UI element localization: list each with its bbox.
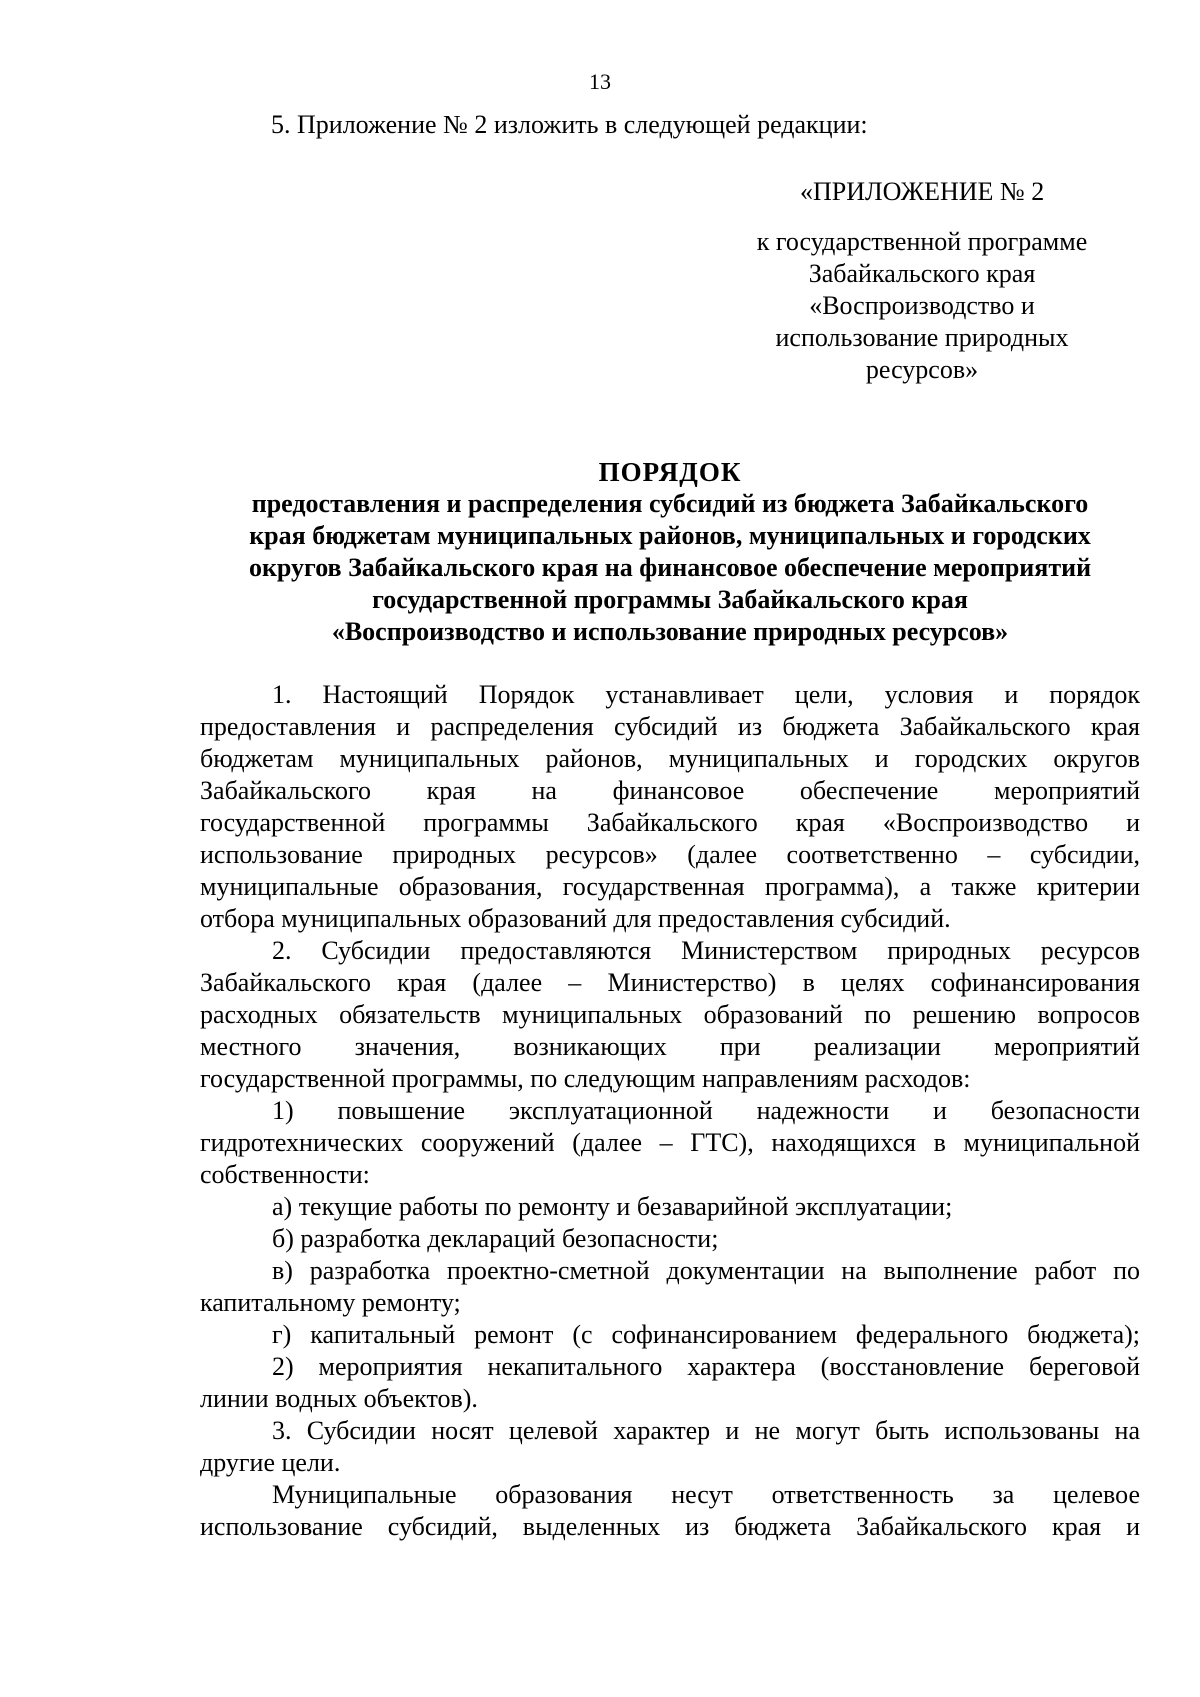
body-line: другие цели.: [200, 1448, 341, 1477]
heading-line: округов Забайкальского края на финансовое обеспечение мероприятий: [248, 553, 1092, 582]
page-number: 13: [589, 69, 611, 94]
heading-line: «Воспроизводство и использование природных ресурсов»: [331, 617, 1009, 646]
body-line: 1. Настоящий Порядок устанавливает цели, условия и порядок: [272, 680, 1140, 709]
heading-line: государственной программы Забайкальского края: [372, 585, 968, 614]
heading-title: ПОРЯДОК: [598, 457, 742, 487]
body-line: отбора муниципальных образований для предоставления субсидий.: [200, 904, 951, 933]
body-line: гидротехнических сооружений (далее – ГТС), находящихся в муниципальной: [200, 1128, 1140, 1157]
appendix-header: [742, 176, 1132, 386]
appendix-subtitle: [742, 226, 1102, 386]
body-line: предоставления и распределения субсидий из бюджета Забайкальского края: [200, 712, 1140, 741]
body-line: местного значения, возникающих при реализации мероприятий: [200, 1032, 1140, 1061]
body-line: государственной программы, по следующим направлениям расходов:: [200, 1064, 971, 1093]
heading-line: края бюджетам муниципальных районов, муниципальных и городских: [249, 521, 1091, 550]
body-line: расходных обязательств муниципальных образований по решению вопросов: [200, 1000, 1140, 1029]
appendix-line: ресурсов»: [865, 355, 979, 384]
body-line: б) разработка деклараций безопасности;: [272, 1224, 719, 1253]
body-line: а) текущие работы по ремонту и безаварийной эксплуатации;: [272, 1192, 953, 1221]
body-line: собственности:: [200, 1160, 370, 1189]
appendix-line: Забайкальского края: [808, 259, 1036, 288]
body-line: муниципальные образования, государственная программа), а также критерии: [200, 872, 1140, 901]
appendix-title: «ПРИЛОЖЕНИЕ № 2: [800, 177, 1045, 206]
appendix-line: «Воспроизводство и: [809, 291, 1035, 320]
body-line: г) капитальный ремонт (с софинансированием федерального бюджета);: [272, 1320, 1140, 1349]
body-line: использование субсидий, выделенных из бюджета Забайкальского края и: [200, 1512, 1140, 1541]
appendix-line: к государственной программе: [756, 227, 1088, 256]
body-line: 2. Субсидии предоставляются Министерством природных ресурсов: [272, 936, 1140, 965]
body-line: в) разработка проектно-сметной документации на выполнение работ по: [272, 1256, 1140, 1285]
body-line: 2) мероприятия некапитального характера (восстановление береговой: [272, 1352, 1140, 1381]
body-line: Муниципальные образования несут ответственность за целевое: [272, 1480, 1140, 1509]
body-line: Забайкальского края на финансовое обеспечение мероприятий: [200, 776, 1140, 805]
body-line: капитальному ремонту;: [200, 1288, 461, 1317]
heading-line: предоставления и распределения субсидий из бюджета Забайкальского: [251, 489, 1089, 518]
body-line: 1) повышение эксплуатационной надежности и безопасности: [272, 1096, 1140, 1125]
amendment-lead: 5. Приложение № 2 изложить в следующей редакции:: [271, 110, 868, 139]
appendix-line: использование природных: [775, 323, 1069, 352]
body-line: линии водных объектов).: [200, 1384, 478, 1413]
body-line: государственной программы Забайкальского края «Воспроизводство и: [200, 808, 1140, 837]
body-line: 3. Субсидии носят целевой характер и не могут быть использованы на: [272, 1416, 1140, 1445]
body-line: бюджетам муниципальных районов, муниципальных и городских округов: [200, 744, 1140, 773]
body-line: использование природных ресурсов» (далее соответственно – субсидии,: [200, 840, 1140, 869]
body-line: Забайкальского края (далее – Министерство) в целях софинансирования: [200, 968, 1140, 997]
body-text: [200, 679, 1140, 1543]
document-heading: [200, 456, 1140, 648]
